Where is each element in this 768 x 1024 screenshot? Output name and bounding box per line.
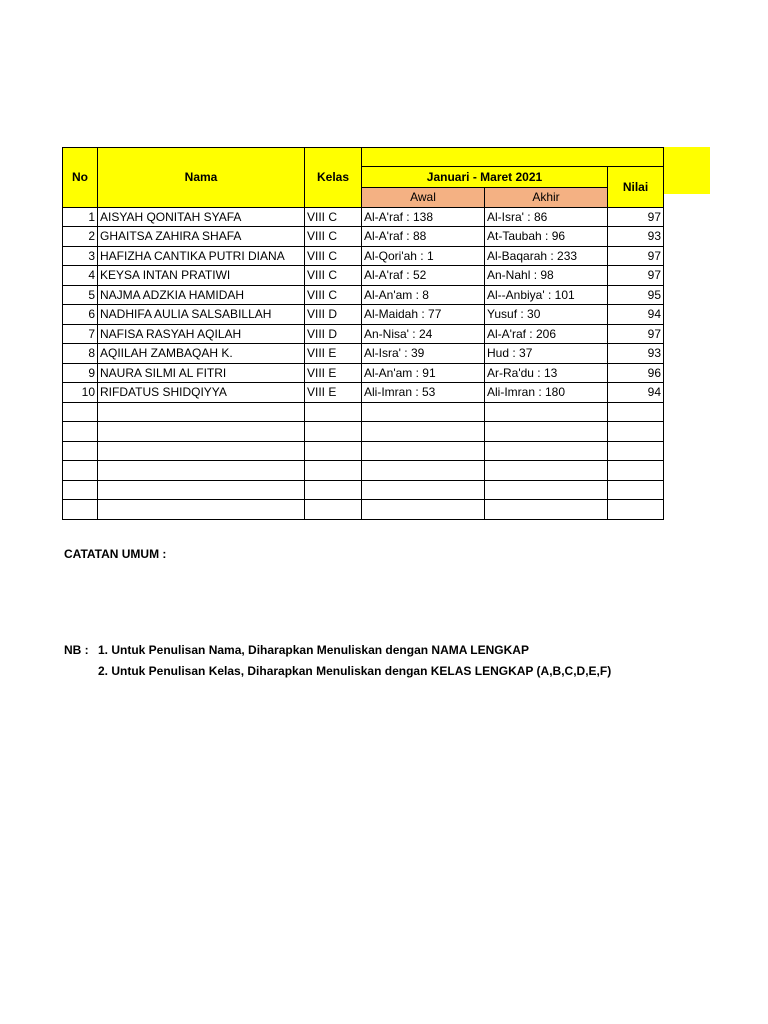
cell-no[interactable] bbox=[63, 461, 98, 481]
header-awal: Awal bbox=[362, 188, 485, 208]
cell-nama[interactable]: GHAITSA ZAHIRA SHAFA bbox=[98, 227, 305, 247]
cell-awal[interactable]: Al-An'am : 8 bbox=[362, 285, 485, 305]
cell-nilai[interactable]: 96 bbox=[608, 363, 664, 383]
cell-akhir[interactable]: Al--Anbiya' : 101 bbox=[485, 285, 608, 305]
cell-no[interactable]: 9 bbox=[63, 363, 98, 383]
cell-nilai[interactable]: 95 bbox=[608, 285, 664, 305]
cell-no[interactable]: 6 bbox=[63, 305, 98, 325]
cell-no[interactable]: 8 bbox=[63, 344, 98, 364]
cell-no[interactable] bbox=[63, 480, 98, 500]
cell-awal[interactable]: Al-Maidah : 77 bbox=[362, 305, 485, 325]
table-row bbox=[63, 461, 664, 481]
cell-nama[interactable]: HAFIZHA CANTIKA PUTRI DIANA bbox=[98, 246, 305, 266]
cell-awal[interactable]: Al-A'raf : 138 bbox=[362, 207, 485, 227]
cell-nama[interactable] bbox=[98, 402, 305, 422]
cell-akhir[interactable]: An-Nahl : 98 bbox=[485, 266, 608, 286]
cell-nilai[interactable] bbox=[608, 422, 664, 442]
cell-akhir[interactable]: Hud : 37 bbox=[485, 344, 608, 364]
header-period: Januari - Maret 2021 bbox=[362, 167, 608, 188]
cell-nilai[interactable]: 93 bbox=[608, 227, 664, 247]
cell-nama[interactable] bbox=[98, 422, 305, 442]
cell-nilai[interactable]: 97 bbox=[608, 246, 664, 266]
cell-nilai[interactable] bbox=[608, 480, 664, 500]
cell-no[interactable]: 1 bbox=[63, 207, 98, 227]
cell-kelas[interactable]: VIII D bbox=[305, 305, 362, 325]
cell-nama[interactable]: RIFDATUS SHIDQIYYA bbox=[98, 383, 305, 403]
table-row bbox=[63, 480, 664, 500]
header-kelas: Kelas bbox=[305, 148, 362, 208]
cell-awal[interactable]: Al-An'am : 91 bbox=[362, 363, 485, 383]
cell-no[interactable] bbox=[63, 500, 98, 520]
table-row bbox=[63, 383, 664, 403]
cell-nama[interactable]: NAURA SILMI AL FITRI bbox=[98, 363, 305, 383]
header-akhir: Akhir bbox=[485, 188, 608, 208]
cell-kelas[interactable]: VIII D bbox=[305, 324, 362, 344]
header-blank-band bbox=[362, 148, 664, 167]
cell-akhir[interactable]: Ali-Imran : 180 bbox=[485, 383, 608, 403]
cell-akhir[interactable]: At-Taubah : 96 bbox=[485, 227, 608, 247]
cell-akhir[interactable] bbox=[485, 422, 608, 442]
cell-kelas[interactable]: VIII C bbox=[305, 266, 362, 286]
table-row bbox=[63, 422, 664, 442]
table-row bbox=[63, 344, 664, 364]
nb-label: NB : bbox=[64, 643, 89, 657]
cell-awal[interactable] bbox=[362, 500, 485, 520]
cell-no[interactable]: 3 bbox=[63, 246, 98, 266]
nb-note-1: 1. Untuk Penulisan Nama, Diharapkan Menuliskan dengan NAMA LENGKAP bbox=[98, 643, 529, 657]
cell-awal[interactable] bbox=[362, 402, 485, 422]
table-row bbox=[63, 441, 664, 461]
cell-no[interactable]: 7 bbox=[63, 324, 98, 344]
cell-nilai[interactable]: 94 bbox=[608, 305, 664, 325]
cell-nama[interactable]: AQIILAH ZAMBAQAH K. bbox=[98, 344, 305, 364]
cell-awal[interactable] bbox=[362, 422, 485, 442]
cell-awal[interactable] bbox=[362, 461, 485, 481]
cell-nilai[interactable]: 97 bbox=[608, 324, 664, 344]
cell-awal[interactable]: Al-Isra' : 39 bbox=[362, 344, 485, 364]
cell-nama[interactable] bbox=[98, 441, 305, 461]
nb-note-2: 2. Untuk Penulisan Kelas, Diharapkan Menuliskan dengan KELAS LENGKAP (A,B,C,D,E,F) bbox=[98, 664, 612, 678]
cell-kelas[interactable] bbox=[305, 461, 362, 481]
cell-nama[interactable] bbox=[98, 500, 305, 520]
cell-awal[interactable] bbox=[362, 441, 485, 461]
cell-akhir[interactable] bbox=[485, 402, 608, 422]
cell-akhir[interactable]: Yusuf : 30 bbox=[485, 305, 608, 325]
cell-no[interactable] bbox=[63, 402, 98, 422]
cell-awal[interactable]: Al-A'raf : 88 bbox=[362, 227, 485, 247]
cell-awal[interactable]: Al-Qori'ah : 1 bbox=[362, 246, 485, 266]
cell-kelas[interactable]: VIII E bbox=[305, 383, 362, 403]
table-row bbox=[63, 500, 664, 520]
cell-akhir[interactable]: Al-Isra' : 86 bbox=[485, 207, 608, 227]
header-no: No bbox=[63, 148, 98, 208]
cell-nilai[interactable] bbox=[608, 461, 664, 481]
cell-nilai[interactable] bbox=[608, 500, 664, 520]
cell-nama[interactable]: NAFISA RASYAH AQILAH bbox=[98, 324, 305, 344]
table-row bbox=[63, 246, 664, 266]
cell-nilai[interactable]: 94 bbox=[608, 383, 664, 403]
table-row bbox=[63, 285, 664, 305]
cell-nama[interactable] bbox=[98, 461, 305, 481]
cell-nilai[interactable]: 97 bbox=[608, 266, 664, 286]
table-row bbox=[63, 227, 664, 247]
cell-akhir[interactable]: Al-Baqarah : 233 bbox=[485, 246, 608, 266]
cell-nilai[interactable] bbox=[608, 441, 664, 461]
cell-no[interactable]: 5 bbox=[63, 285, 98, 305]
cell-no[interactable] bbox=[63, 441, 98, 461]
cell-awal[interactable]: An-Nisa' : 24 bbox=[362, 324, 485, 344]
cell-nama[interactable]: NAJMA ADZKIA HAMIDAH bbox=[98, 285, 305, 305]
cell-kelas[interactable]: VIII C bbox=[305, 285, 362, 305]
table-row bbox=[63, 363, 664, 383]
cell-kelas[interactable] bbox=[305, 500, 362, 520]
table-row bbox=[63, 266, 664, 286]
header-nilai: Nilai bbox=[608, 167, 664, 208]
cell-kelas[interactable]: VIII E bbox=[305, 344, 362, 364]
table-row bbox=[63, 207, 664, 227]
cell-akhir[interactable] bbox=[485, 500, 608, 520]
cell-nilai[interactable]: 97 bbox=[608, 207, 664, 227]
cell-nilai[interactable]: 93 bbox=[608, 344, 664, 364]
cell-nama[interactable]: AISYAH QONITAH SYAFA bbox=[98, 207, 305, 227]
cell-kelas[interactable] bbox=[305, 441, 362, 461]
cell-kelas[interactable]: VIII C bbox=[305, 207, 362, 227]
cell-nama[interactable] bbox=[98, 480, 305, 500]
cell-akhir[interactable] bbox=[485, 461, 608, 481]
cell-no[interactable]: 2 bbox=[63, 227, 98, 247]
cell-nilai[interactable] bbox=[608, 402, 664, 422]
table-row bbox=[63, 402, 664, 422]
cell-nama[interactable]: NADHIFA AULIA SALSABILLAH bbox=[98, 305, 305, 325]
cell-no[interactable]: 4 bbox=[63, 266, 98, 286]
cell-nama[interactable]: KEYSA INTAN PRATIWI bbox=[98, 266, 305, 286]
cell-no[interactable]: 10 bbox=[63, 383, 98, 403]
header-yellow-extension bbox=[662, 147, 710, 194]
cell-kelas[interactable] bbox=[305, 480, 362, 500]
cell-awal[interactable] bbox=[362, 480, 485, 500]
cell-kelas[interactable] bbox=[305, 422, 362, 442]
cell-awal[interactable]: Al-A'raf : 52 bbox=[362, 266, 485, 286]
header-nama: Nama bbox=[98, 148, 305, 208]
general-notes-label: CATATAN UMUM : bbox=[64, 547, 167, 561]
header-row-top bbox=[63, 148, 664, 167]
cell-kelas[interactable]: VIII C bbox=[305, 246, 362, 266]
cell-akhir[interactable] bbox=[485, 480, 608, 500]
cell-kelas[interactable]: VIII C bbox=[305, 227, 362, 247]
table-row bbox=[63, 324, 664, 344]
cell-kelas[interactable]: VIII E bbox=[305, 363, 362, 383]
table-row bbox=[63, 305, 664, 325]
cell-akhir[interactable] bbox=[485, 441, 608, 461]
cell-akhir[interactable]: Ar-Ra'du : 13 bbox=[485, 363, 608, 383]
cell-no[interactable] bbox=[63, 422, 98, 442]
cell-akhir[interactable]: Al-A'raf : 206 bbox=[485, 324, 608, 344]
score-table bbox=[62, 147, 664, 520]
cell-awal[interactable]: Ali-Imran : 53 bbox=[362, 383, 485, 403]
cell-kelas[interactable] bbox=[305, 402, 362, 422]
